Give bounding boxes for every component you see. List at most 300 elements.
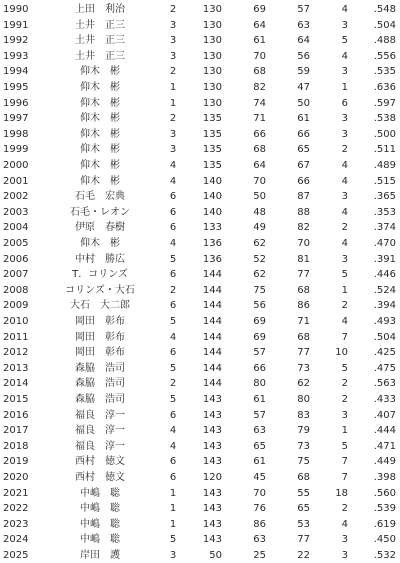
manager-cell: 土井 正三 [75,35,125,47]
manager-cell: 中嶋 聡 [80,503,120,515]
year-cell: 2020 [3,472,29,483]
rank-cell: 2 [169,284,177,296]
pct-cell: .365 [373,191,396,203]
table-row [0,80,400,95]
manager-cell: 中嶋 聡 [80,534,120,546]
wins-cell: 50 [253,191,266,203]
rank-cell: 6 [169,269,177,281]
year-cell: 2002 [3,191,29,203]
pct-cell: .500 [373,128,396,140]
wins-cell: 57 [253,409,266,421]
losses-cell: 82 [297,222,310,234]
losses-cell: 56 [297,50,310,62]
games-cell: 143 [202,487,222,499]
losses-cell: 80 [297,394,310,405]
rank-cell: 4 [169,175,177,187]
games-cell: 143 [202,518,222,530]
draws-cell: 5 [341,362,348,374]
year-cell: 2013 [3,362,29,374]
wins-cell: 66 [253,128,266,140]
pct-cell: .398 [373,472,396,483]
manager-cell: 森脇 浩司 [75,394,125,405]
draws-cell: 2 [341,222,348,234]
wins-cell: 69 [253,331,266,343]
pct-cell: .539 [373,503,396,515]
wins-cell: 52 [253,253,266,265]
wins-cell: 62 [253,269,266,281]
losses-cell: 55 [297,487,310,499]
draws-cell: 3 [341,191,348,203]
year-cell: 2008 [3,284,29,296]
losses-cell: 68 [297,472,310,483]
pct-cell: .489 [373,160,396,171]
rank-cell: 5 [169,253,177,265]
manager-cell: 伊原 春樹 [75,222,125,234]
losses-cell: 73 [297,440,310,452]
pct-cell: .450 [373,534,396,546]
wins-cell: 45 [253,472,266,483]
losses-cell: 57 [297,4,310,15]
year-cell: 2010 [3,316,29,327]
year-cell: 1992 [3,35,29,47]
draws-cell: 2 [341,394,348,405]
pct-cell: .619 [373,518,396,530]
manager-cell: 岡田 彰布 [75,347,125,359]
table-row [0,439,400,454]
losses-cell: 86 [297,300,310,312]
draws-cell: 6 [341,97,348,109]
year-cell: 1995 [3,82,29,93]
draws-cell: 4 [341,4,348,15]
manager-cell: コリンズ・大石 [65,284,135,296]
table-row [0,470,400,485]
rank-cell: 5 [169,362,177,374]
table-row [0,517,400,532]
wins-cell: 63 [253,534,266,546]
year-cell: 2016 [3,409,29,421]
manager-cell: 福良 淳一 [75,440,125,452]
rank-cell: 5 [169,316,177,327]
manager-cell: 西村 徳文 [75,472,125,483]
table-row [0,189,400,204]
draws-cell: 3 [341,253,348,265]
games-cell: 144 [202,300,222,312]
games-cell: 133 [202,222,222,234]
draws-cell: 4 [341,50,348,62]
pct-cell: .470 [373,238,396,249]
games-cell: 144 [202,331,222,343]
manager-cell: 仰木 彬 [80,160,120,171]
pct-cell: .391 [373,253,396,265]
games-cell: 144 [202,269,222,281]
games-cell: 135 [202,128,222,140]
draws-cell: 4 [341,518,348,530]
pct-cell: .471 [373,440,396,452]
wins-cell: 80 [253,378,266,390]
table-row [0,392,400,407]
draws-cell: 1 [341,284,348,296]
losses-cell: 73 [297,362,310,374]
pct-cell: .597 [373,97,396,109]
games-cell: 144 [202,347,222,359]
losses-cell: 50 [297,97,310,109]
games-cell: 144 [202,284,222,296]
losses-cell: 77 [297,347,310,359]
rank-cell: 2 [169,378,177,390]
table-row [0,142,400,157]
manager-cell: 福良 淳一 [75,425,125,437]
manager-cell: 土井 正三 [75,19,125,31]
rank-cell: 3 [169,128,177,140]
year-cell: 1999 [3,144,29,156]
manager-cell: 福良 淳一 [75,409,125,421]
games-cell: 136 [202,253,222,265]
games-cell: 143 [202,456,222,468]
pct-cell: .433 [373,394,396,405]
year-cell: 1990 [3,4,29,15]
table-row [0,49,400,64]
losses-cell: 65 [297,503,310,515]
games-cell: 130 [202,97,222,109]
losses-cell: 77 [297,534,310,546]
year-cell: 2009 [3,300,29,312]
table-row [0,501,400,516]
manager-cell: T．コリンズ [72,269,128,281]
table-row [0,283,400,298]
games-cell: 143 [202,440,222,452]
rank-cell: 2 [169,4,177,15]
games-cell: 144 [202,362,222,374]
year-cell: 1994 [3,66,29,78]
draws-cell: 7 [341,472,348,483]
table-row [0,486,400,501]
table-row [0,267,400,282]
draws-cell: 5 [341,269,348,281]
games-cell: 130 [202,19,222,31]
games-cell: 135 [202,160,222,171]
table-row [0,18,400,33]
pct-cell: .563 [373,378,396,390]
losses-cell: 81 [297,253,310,265]
rank-cell: 1 [169,487,177,499]
manager-cell: 仰木 彬 [80,113,120,125]
wins-cell: 62 [253,238,266,249]
wins-cell: 68 [253,144,266,156]
rank-cell: 3 [169,550,177,561]
games-cell: 130 [202,66,222,78]
table-row [0,298,400,313]
wins-cell: 25 [253,550,266,561]
draws-cell: 4 [341,175,348,187]
manager-cell: 中嶋 聡 [80,518,120,530]
pct-cell: .548 [373,4,396,15]
losses-cell: 22 [297,550,310,561]
manager-cell: 石毛・レオン [70,206,130,218]
manager-cell: 大石 大二郎 [70,300,130,312]
games-cell: 130 [202,35,222,47]
wins-cell: 65 [253,440,266,452]
pct-cell: .488 [373,35,396,47]
rank-cell: 4 [169,160,177,171]
games-cell: 143 [202,503,222,515]
rank-cell: 6 [169,456,177,468]
draws-cell: 3 [341,128,348,140]
table-row [0,111,400,126]
draws-cell: 2 [341,144,348,156]
draws-cell: 7 [341,331,348,343]
pct-cell: .374 [373,222,396,234]
rank-cell: 1 [169,503,177,515]
wins-cell: 56 [253,300,266,312]
table-row [0,33,400,48]
losses-cell: 66 [297,128,310,140]
year-cell: 2005 [3,238,29,249]
rank-cell: 1 [169,82,177,93]
manager-cell: 土井 正三 [75,50,125,62]
pct-cell: .504 [373,331,396,343]
rank-cell: 4 [169,425,177,437]
draws-cell: 3 [341,66,348,78]
draws-cell: 18 [335,487,348,499]
games-cell: 130 [202,4,222,15]
table-row [0,220,400,235]
manager-cell: 岸田 護 [80,550,120,561]
pct-cell: .535 [373,66,396,78]
table-row [0,64,400,79]
games-cell: 120 [202,472,222,483]
table-row [0,314,400,329]
manager-cell: 仰木 彬 [80,66,120,78]
table-row [0,376,400,391]
draws-cell: 5 [341,35,348,47]
losses-cell: 88 [297,206,310,218]
manager-cell: 中嶋 聡 [80,487,120,499]
losses-cell: 53 [297,518,310,530]
pct-cell: .538 [373,113,396,125]
draws-cell: 3 [341,409,348,421]
year-cell: 2018 [3,440,29,452]
losses-cell: 75 [297,456,310,468]
losses-cell: 64 [297,35,310,47]
wins-cell: 70 [253,175,266,187]
rank-cell: 3 [169,19,177,31]
manager-cell: 西村 徳文 [75,456,125,468]
manager-cell: 中村 勝広 [75,253,125,265]
losses-cell: 83 [297,409,310,421]
year-cell: 2022 [3,503,29,515]
year-cell: 2025 [3,550,29,561]
draws-cell: 3 [341,19,348,31]
wins-cell: 70 [253,487,266,499]
rank-cell: 4 [169,440,177,452]
rank-cell: 5 [169,534,177,546]
pct-cell: .511 [373,144,396,156]
wins-cell: 64 [253,19,266,31]
games-cell: 144 [202,378,222,390]
table-row [0,205,400,220]
pct-cell: .515 [373,175,396,187]
losses-cell: 77 [297,269,310,281]
draws-cell: 2 [341,378,348,390]
table-row [0,158,400,173]
wins-cell: 70 [253,50,266,62]
wins-cell: 68 [253,66,266,78]
draws-cell: 4 [341,160,348,171]
games-cell: 144 [202,316,222,327]
draws-cell: 3 [341,534,348,546]
pct-cell: .556 [373,50,396,62]
table-row [0,174,400,189]
year-cell: 2014 [3,378,29,390]
wins-cell: 82 [253,82,266,93]
draws-cell: 7 [341,456,348,468]
rank-cell: 3 [169,35,177,47]
manager-cell: 森脇 浩司 [75,362,125,374]
pct-cell: .504 [373,19,396,31]
games-cell: 135 [202,144,222,156]
table-row [0,361,400,376]
manager-cell: 岡田 彰布 [75,331,125,343]
draws-cell: 3 [341,113,348,125]
year-cell: 1996 [3,97,29,109]
pct-cell: .444 [373,425,396,437]
wins-cell: 49 [253,222,266,234]
games-cell: 140 [202,206,222,218]
pct-cell: .493 [373,316,396,327]
wins-cell: 71 [253,113,266,125]
pct-cell: .353 [373,206,396,218]
rank-cell: 6 [169,347,177,359]
draws-cell: 2 [341,300,348,312]
manager-cell: 岡田 彰布 [75,316,125,327]
draws-cell: 4 [341,206,348,218]
rank-cell: 1 [169,518,177,530]
draws-cell: 5 [341,440,348,452]
year-cell: 2012 [3,347,29,359]
year-cell: 2021 [3,487,29,499]
table-row [0,345,400,360]
losses-cell: 71 [297,316,310,327]
pct-cell: .449 [373,456,396,468]
year-cell: 2019 [3,456,29,468]
pct-cell: .446 [373,269,396,281]
year-cell: 2003 [3,206,29,218]
manager-cell: 仰木 彬 [80,175,120,187]
rank-cell: 5 [169,394,177,405]
year-cell: 2006 [3,253,29,265]
games-cell: 50 [209,550,222,561]
pct-cell: .394 [373,300,396,312]
games-cell: 140 [202,191,222,203]
losses-cell: 66 [297,175,310,187]
games-cell: 130 [202,50,222,62]
rank-cell: 2 [169,113,177,125]
rank-cell: 1 [169,97,177,109]
rank-cell: 6 [169,222,177,234]
rank-cell: 6 [169,409,177,421]
wins-cell: 75 [253,284,266,296]
games-cell: 130 [202,82,222,93]
pct-cell: .560 [373,487,396,499]
year-cell: 2011 [3,331,29,343]
table-row [0,423,400,438]
games-cell: 143 [202,425,222,437]
manager-cell: 仰木 彬 [80,97,120,109]
wins-cell: 69 [253,4,266,15]
year-cell: 2004 [3,222,29,234]
draws-cell: 1 [341,82,348,93]
year-cell: 2024 [3,534,29,546]
wins-cell: 74 [253,97,266,109]
pct-cell: .532 [373,550,396,561]
losses-cell: 62 [297,378,310,390]
pct-cell: .636 [373,82,396,93]
losses-cell: 63 [297,19,310,31]
games-cell: 143 [202,394,222,405]
rank-cell: 6 [169,206,177,218]
draws-cell: 3 [341,550,348,561]
rank-cell: 3 [169,50,177,62]
games-cell: 140 [202,175,222,187]
table-row [0,330,400,345]
table-row [0,408,400,423]
wins-cell: 76 [253,503,266,515]
losses-cell: 68 [297,331,310,343]
year-cell: 1991 [3,19,29,31]
year-cell: 1998 [3,128,29,140]
manager-cell: 仰木 彬 [80,82,120,93]
table-row [0,252,400,267]
table-row [0,96,400,111]
losses-cell: 59 [297,66,310,78]
manager-cell: 仰木 彬 [80,144,120,156]
draws-cell: 2 [341,503,348,515]
losses-cell: 47 [297,82,310,93]
year-cell: 1993 [3,50,29,62]
rank-cell: 2 [169,66,177,78]
draws-cell: 1 [341,425,348,437]
table-row [0,454,400,469]
rank-cell: 3 [169,144,177,156]
draws-cell: 4 [341,316,348,327]
draws-cell: 4 [341,238,348,249]
year-cell: 2023 [3,518,29,530]
year-cell: 2017 [3,425,29,437]
rank-cell: 6 [169,472,177,483]
manager-cell: 石毛 宏典 [75,191,125,203]
wins-cell: 61 [253,35,266,47]
losses-cell: 67 [297,160,310,171]
losses-cell: 79 [297,425,310,437]
wins-cell: 86 [253,518,266,530]
year-cell: 2001 [3,175,29,187]
manager-cell: 仰木 彬 [80,128,120,140]
wins-cell: 48 [253,206,266,218]
losses-cell: 65 [297,144,310,156]
wins-cell: 61 [253,394,266,405]
pct-cell: .425 [373,347,396,359]
year-cell: 2000 [3,160,29,171]
table-row [0,2,400,17]
pct-cell: .524 [373,284,396,296]
losses-cell: 68 [297,284,310,296]
losses-cell: 87 [297,191,310,203]
pct-cell: .407 [373,409,396,421]
year-cell: 2015 [3,394,29,405]
games-cell: 135 [202,113,222,125]
rank-cell: 6 [169,191,177,203]
games-cell: 143 [202,534,222,546]
